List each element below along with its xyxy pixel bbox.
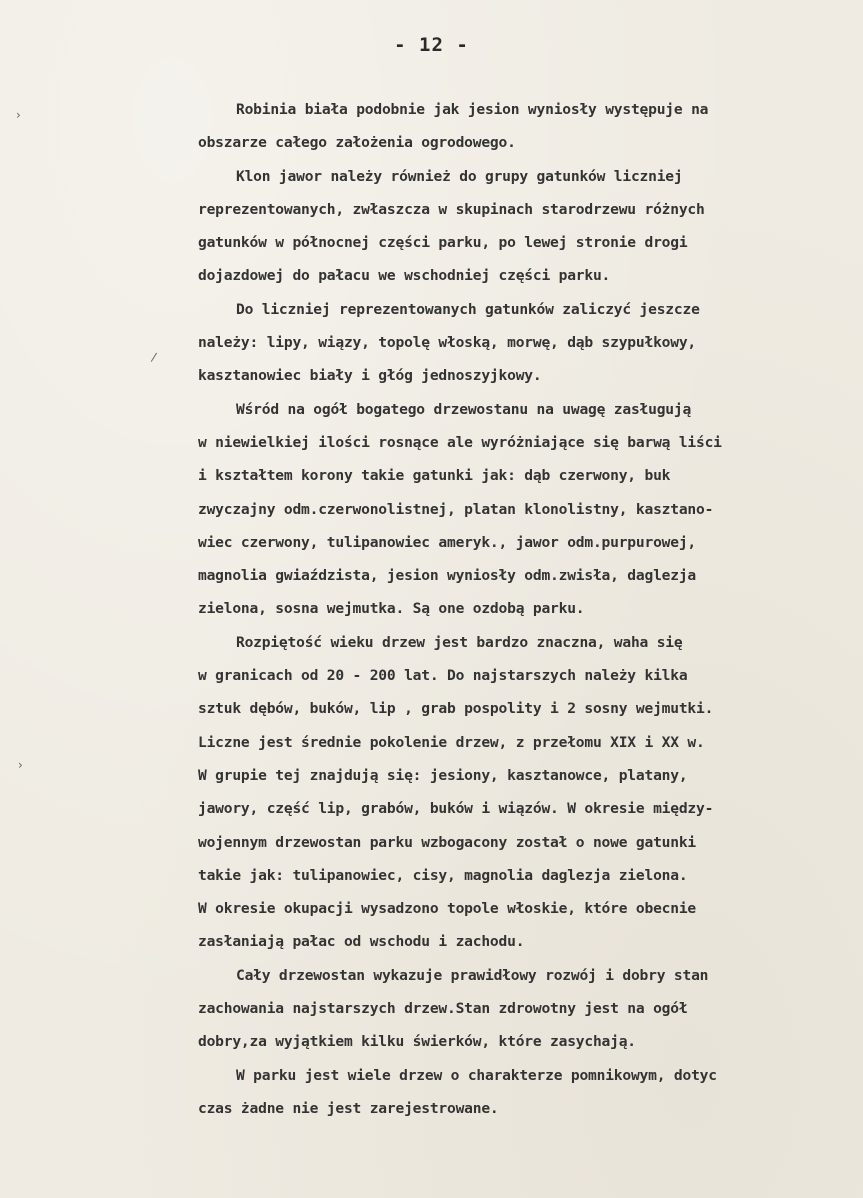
text-line: wiec czerwony, tulipanowiec ameryk., jawor odm.purpurowej, (198, 533, 696, 551)
text-line: zielona, sosna wejmutka. Są one ozdobą parku. (198, 600, 585, 618)
text-line: reprezentowanych, zwłaszcza w skupinach starodrzewu różnych (198, 200, 705, 218)
margin-mark: › (18, 758, 23, 772)
text-line: zachowania najstarszych drzew.Stan zdrowotny jest na ogół (198, 1000, 688, 1018)
text-line: w granicach od 20 - 200 lat. Do najstarszych należy kilka (198, 667, 688, 685)
text-line: zasłaniają pałac od wschodu i zachodu. (198, 933, 525, 951)
margin-mark: › (16, 108, 21, 122)
text-line: kasztanowiec biały i głóg jednoszyjkowy. (198, 367, 542, 385)
text-line: należy: lipy, wiązy, topolę włoską, morwę, dąb szypułkowy, (198, 334, 696, 352)
text-line: czas żadne nie jest zarejestrowane. (198, 1099, 499, 1117)
text-line: W grupie tej znajdują się: jesiony, kasztanowce, platany, (198, 766, 688, 784)
text-line: w niewielkiej ilości rosnące ale wyróżniające się barwą liści (198, 433, 722, 451)
text-line: Cały drzewostan wykazuje prawidłowy rozwój i dobry stan (236, 966, 709, 984)
text-line: jawory, część lip, grabów, buków i wiązów. W okresie między- (198, 800, 714, 818)
text-line: W okresie okupacji wysadzono topole włoskie, które obecnie (198, 900, 696, 918)
text-line: wojennym drzewostan parku wzbogacony został o nowe gatunki (198, 833, 696, 851)
text-line: Robinia biała podobnie jak jesion wyniosły występuje na (236, 101, 709, 118)
text-line: W parku jest wiele drzew o charakterze pomnikowym, dotyc (236, 1066, 717, 1084)
text-line: i kształtem korony takie gatunki jak: dąb czerwony, buk (198, 467, 671, 485)
document-body (198, 93, 858, 1125)
text-line: Klon jawor należy również do grupy gatunków liczniej (236, 167, 683, 185)
text-line: sztuk dębów, buków, lip , grab pospolity i 2 sosny wejmutki. (198, 700, 714, 718)
page-number: - 12 - (394, 34, 469, 56)
text-line: zwyczajny odm.czerwonolistnej, platan klonolistny, kasztano- (198, 500, 714, 518)
margin-mark: / (150, 349, 158, 365)
text-line: obszarze całego założenia ogrodowego. (198, 134, 516, 152)
text-line: dobry,za wyjątkiem kilku świerków, które zasychają. (198, 1033, 636, 1051)
text-line: dojazdowej do pałacu we wschodniej części parku. (198, 267, 611, 285)
text-line: magnolia gwiaździsta, jesion wyniosły odm.zwisła, daglezja (198, 567, 696, 585)
text-line: Wśród na ogół bogatego drzewostanu na uwagę zasługują (236, 400, 692, 418)
text-line: Rozpiętość wieku drzew jest bardzo znaczna, waha się (236, 633, 683, 651)
text-line: gatunków w północnej części parku, po lewej stronie drogi (198, 234, 688, 252)
text-line: takie jak: tulipanowiec, cisy, magnolia daglezja zielona. (198, 866, 688, 884)
text-line: Do liczniej reprezentowanych gatunków zaliczyć jeszcze (236, 300, 700, 318)
text-line: Liczne jest średnie pokolenie drzew, z przełomu XIX i XX w. (198, 733, 705, 751)
